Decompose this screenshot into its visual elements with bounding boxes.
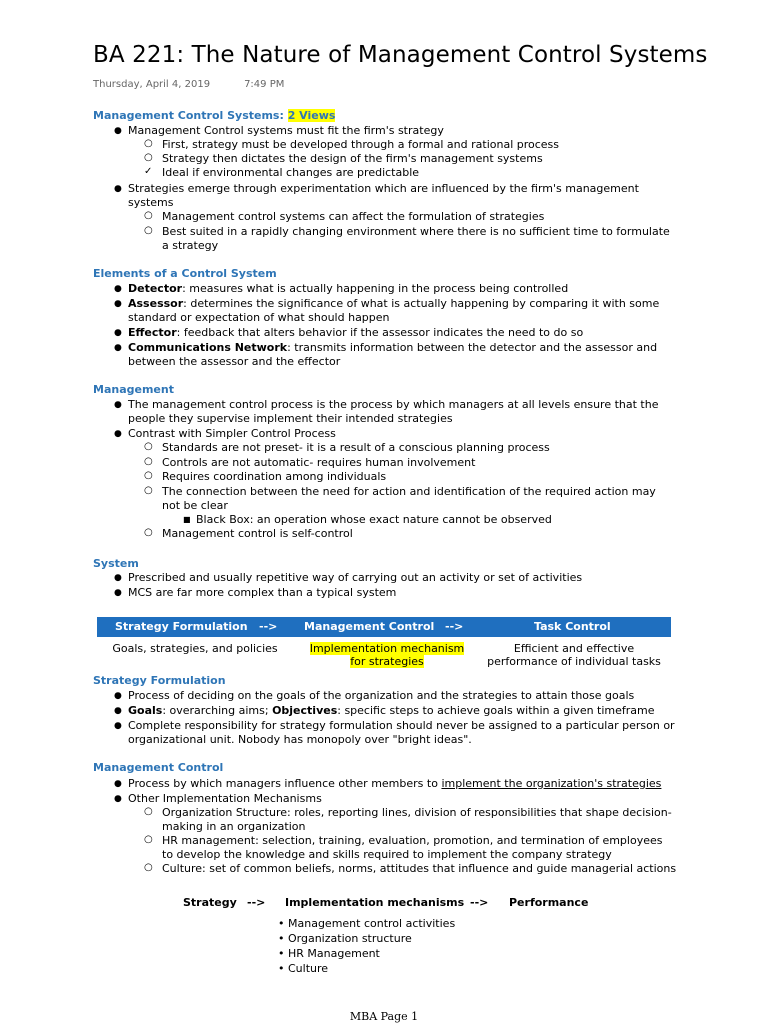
control-levels-table	[97, 617, 671, 668]
section-heading-strategy: Strategy Formulation	[93, 674, 226, 687]
list-item: ● Process by which managers influence other members to implement the organization's strategies	[114, 777, 662, 790]
list-item-continuation: a strategy	[162, 239, 219, 252]
list-item-continuation: people they supervise implement their intended strategies	[128, 412, 453, 425]
list-item: ○ Requires coordination among individuals	[144, 470, 387, 483]
table-header-cell: Management Control	[304, 620, 435, 633]
table-cell-highlighted: Implementation mechanism for strategies	[309, 642, 465, 668]
list-item: ● Management Control systems must fit the firm's strategy	[114, 124, 444, 137]
list-item: ○ The connection between the need for action and identification of the required action may	[144, 485, 656, 498]
page-date	[93, 79, 284, 90]
list-item: ○ Organization Structure: roles, reporting lines, division of responsibilities that shape decision-	[144, 806, 672, 819]
list-item: ● Goals: overarching aims; Objectives: specific steps to achieve goals within a given timeframe	[114, 704, 655, 717]
table-cell: Goals, strategies, and policies	[112, 642, 278, 655]
checklist-item: ✓ Ideal if environmental changes are predictable	[144, 166, 420, 179]
checkmark-icon: ✓	[144, 166, 153, 177]
list-item: ■ Black Box: an operation whose exact nature cannot be observed	[183, 513, 552, 526]
list-item-continuation: to develop the knowledge and skills required to implement the company strategy	[162, 848, 612, 861]
section-heading-management-control: Management Control	[93, 761, 224, 774]
list-item: ● Detector: measures what is actually happening in the process being controlled	[114, 282, 569, 295]
section-heading-elements: Elements of a Control System	[93, 267, 277, 280]
list-item: ○ Best suited in a rapidly changing environment where there is no sufficient time to formulate	[144, 225, 670, 238]
highlighted-text: 2 Views	[287, 109, 336, 122]
list-item: ○ First, strategy must be developed through a formal and rational process	[144, 138, 560, 151]
list-item: ● Prescribed and usually repetitive way of carrying out an activity or set of activities	[114, 571, 583, 584]
time-text: 7:49 PM	[244, 79, 285, 90]
table-header-arrow: -->	[259, 620, 278, 633]
list-item-continuation: organizational unit. Nobody has monopoly over "bright ideas".	[128, 733, 472, 746]
list-item: ○ Standards are not preset- it is a result of a conscious planning process	[144, 441, 550, 454]
list-item: ● Complete responsibility for strategy formulation should never be assigned to a particular person or	[114, 719, 675, 732]
list-item: ● Other Implementation Mechanisms	[114, 792, 322, 805]
list-item: ● Contrast with Simpler Control Process	[114, 427, 336, 440]
date-text: Thursday, April 4, 2019	[93, 79, 211, 90]
table-cell: Efficient and effective performance of individual tasks	[487, 642, 661, 668]
flow-arrow: -->	[247, 896, 266, 909]
list-item: ○ HR management: selection, training, evaluation, promotion, and termination of employees	[144, 834, 663, 847]
flow-list-item: • Organization structure	[278, 932, 412, 945]
list-item-continuation: standard or expectation of what should happen	[128, 311, 390, 324]
flow-implementation: Implementation mechanisms	[285, 896, 465, 909]
flow-list-item: • Culture	[278, 962, 329, 975]
table-header-row	[97, 617, 671, 637]
list-item: ● MCS are far more complex than a typical system	[114, 586, 397, 599]
flow-arrow: -->	[470, 896, 489, 909]
list-item: ○ Strategy then dictates the design of the firm's management systems	[144, 152, 543, 165]
list-item-continuation: systems	[128, 196, 174, 209]
list-item: ● The management control process is the process by which managers at all levels ensure that the	[114, 398, 659, 411]
list-item: ● Effector: feedback that alters behavior if the assessor indicates the need to do so	[114, 326, 584, 339]
section-heading-management: Management	[93, 383, 174, 396]
list-item: ○ Management control systems can affect the formulation of strategies	[144, 210, 545, 223]
table-header-arrow: -->	[445, 620, 464, 633]
flow-strategy: Strategy	[183, 896, 237, 909]
table-header-cell: Strategy Formulation	[115, 620, 248, 633]
page-title: BA 221: The Nature of Management Control Systems	[93, 42, 708, 68]
list-item: ● Strategies emerge through experimentation which are influenced by the firm's management	[114, 182, 639, 195]
section-heading-system: System	[93, 557, 139, 570]
section-heading-views: Management Control Systems: 2 Views	[93, 109, 336, 122]
list-item: ○ Culture: set of common beliefs, norms, attitudes that influence and guide managerial actions	[144, 862, 677, 875]
table-header-cell: Task Control	[534, 620, 611, 633]
flow-performance: Performance	[509, 896, 589, 909]
list-item: ○ Controls are not automatic- requires human involvement	[144, 456, 476, 469]
flow-list-item: • HR Management	[278, 947, 380, 960]
list-item-continuation: between the assessor and the effector	[128, 355, 341, 368]
list-item: ● Process of deciding on the goals of the organization and the strategies to attain those goals	[114, 689, 635, 702]
list-item: ○ Management control is self-control	[144, 527, 353, 540]
page-footer: MBA Page 1	[349, 1010, 419, 1023]
list-item: ● Communications Network: transmits information between the detector and the assessor and	[114, 341, 658, 354]
flow-list-item: • Management control activities	[278, 917, 456, 930]
list-item-continuation: not be clear	[162, 499, 228, 512]
list-item-continuation: making in an organization	[162, 820, 306, 833]
list-item: ● Assessor: determines the significance of what is actually happening by comparing it with some	[114, 297, 660, 310]
